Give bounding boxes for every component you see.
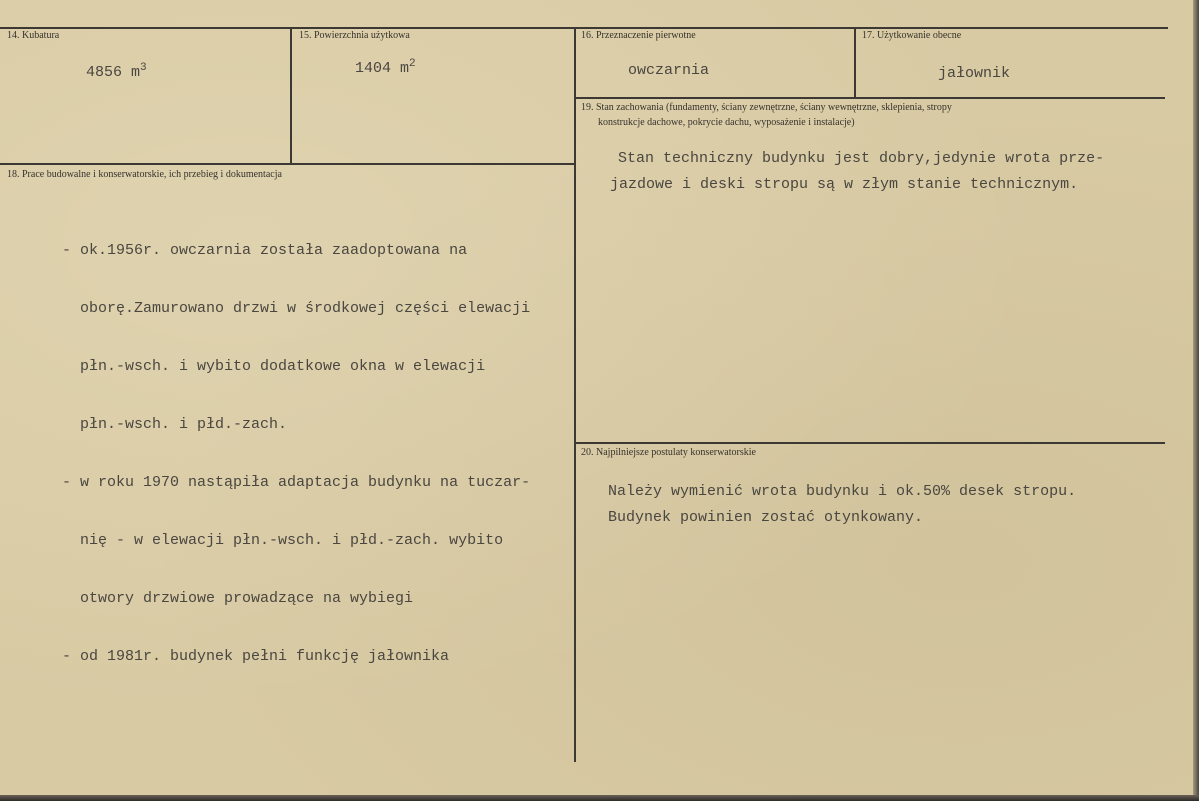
postulate-line: Budynek powinien zostać otynkowany.: [608, 509, 924, 526]
works-line: - w roku 1970 nastąpiła adaptacja budynku na tuczar-: [62, 474, 531, 491]
field-17-value: jałownik: [938, 65, 1011, 82]
top-border-line: [0, 27, 1168, 29]
works-line: - od 1981r. budynek pełni funkcję jałownika: [62, 648, 450, 665]
scan-right-edge: [1193, 0, 1199, 801]
cubature-value: 4856 m: [86, 64, 141, 81]
field-18-label: 18. Prace budowalne i konserwatorskie, ich przebieg i dokumentacja: [7, 169, 282, 180]
divider-left-right: [574, 28, 576, 762]
cubature-exponent: 3: [140, 62, 147, 74]
field-16-label: 16. Przeznaczenie pierwotne: [581, 30, 696, 41]
field-20-label: 20. Najpilniejsze postulaty konserwatorskie: [581, 447, 756, 458]
field-14-label: 14. Kubatura: [7, 30, 60, 41]
field-14-value: [86, 62, 147, 81]
divider-row-top-left: [0, 163, 575, 165]
field-19-label-line2: konstrukcje dachowe, pokrycie dachu, wyposażenie i instalacje): [598, 117, 855, 128]
scan-bottom-edge: [0, 795, 1199, 801]
works-line: płn.-wsch. i wybito dodatkowe okna w elewacji: [62, 358, 486, 375]
field-20-text: [608, 479, 1076, 531]
works-line: płn.-wsch. i płd.-zach.: [62, 416, 288, 433]
field-15-label: 15. Powierzchnia użytkowa: [299, 30, 410, 41]
divider-16-17: [854, 28, 856, 98]
postulate-line: Należy wymienić wrota budynku i ok.50% desek stropu.: [608, 483, 1077, 500]
field-16-value: owczarnia: [628, 62, 710, 79]
field-19-label-line1: 19. Stan zachowania (fundamenty, ściany zewnętrzne, ściany wewnętrzne, sklepienia, stropy: [581, 102, 952, 113]
field-19-text: [610, 146, 1105, 198]
divider-14-15: [290, 28, 292, 163]
area-exponent: 2: [409, 58, 416, 70]
works-line: oborę.Zamurowano drzwi w środkowej części elewacji: [62, 300, 531, 317]
field-18-text: [62, 205, 530, 703]
divider-row-top-right: [575, 97, 1165, 99]
works-line: otwory drzwiowe prowadzące na wybiegi: [62, 590, 414, 607]
condition-line: Stan techniczny budynku jest dobry,jedynie wrota prze-: [618, 150, 1105, 167]
field-15-value: [355, 58, 416, 77]
field-17-label: 17. Użytkowanie obecne: [862, 30, 962, 41]
works-line: nię - w elewacji płn.-wsch. i płd.-zach. wybito: [62, 532, 504, 549]
area-value: 1404 m: [355, 60, 410, 77]
works-line: - ok.1956r. owczarnia została zaadoptowana na: [62, 242, 468, 259]
condition-line: jazdowe i deski stropu są w złym stanie technicznym.: [610, 176, 1079, 193]
divider-19-20: [575, 442, 1165, 444]
